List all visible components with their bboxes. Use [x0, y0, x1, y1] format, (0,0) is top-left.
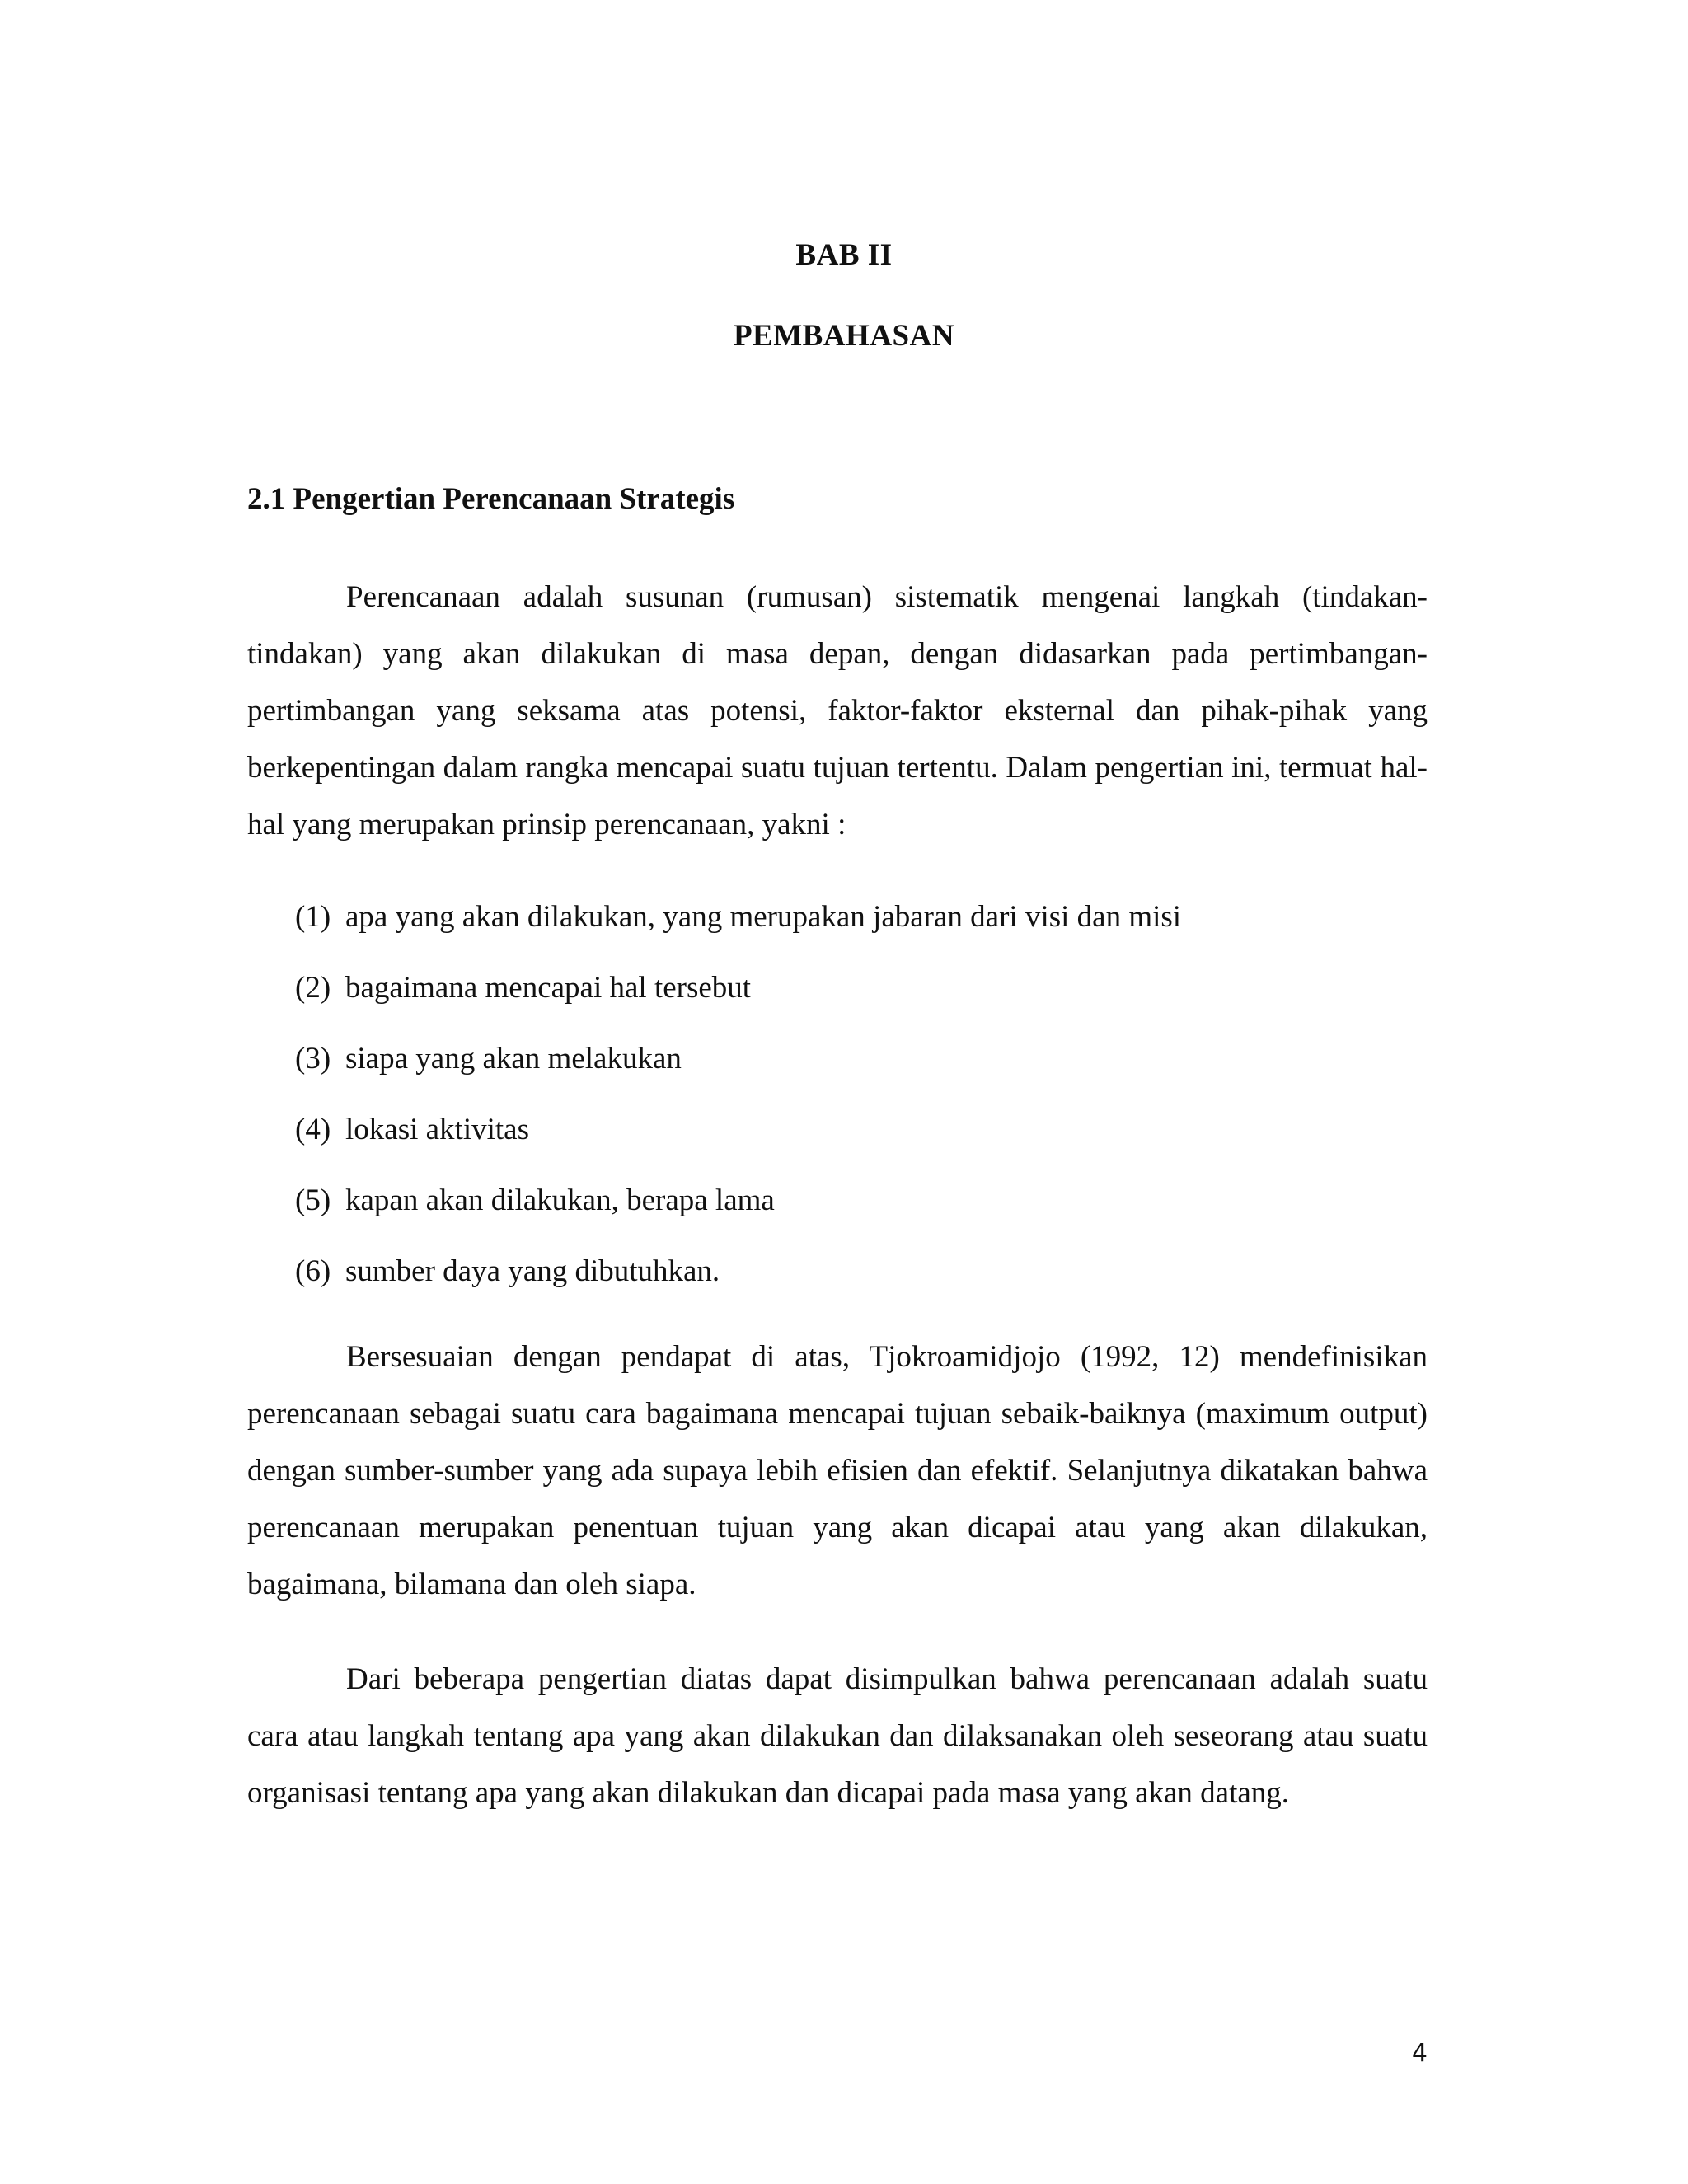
- list-item-text: apa yang akan dilakukan, yang merupakan jabaran dari visi dan misi: [345, 900, 1182, 934]
- list-item-number: (4): [295, 1113, 331, 1146]
- chapter-number: BAB II: [795, 238, 893, 272]
- paragraph-definition: Perencanaan adalah susunan (rumusan) sistematik mengenai langkah (tindakan-tindakan) yang akan dilakukan di masa depan, dengan didasarkan pada pertimbangan-pertimbangan yang seksama atas potensi, faktor-faktor eksternal dan pihak-pihak yang berkepentingan dalam rangka mencapai suatu tujuan tertentu. Dalam pengertian ini, termuat hal-hal yang merupakan prinsip perencanaan, yakni :: [247, 580, 1428, 841]
- chapter-title: PEMBAHASAN: [733, 319, 955, 353]
- list-item-number: (6): [295, 1254, 331, 1288]
- list-item-number: (3): [295, 1042, 331, 1076]
- list-item: [295, 1243, 1181, 1314]
- list-item: [295, 1101, 1181, 1172]
- list-item-number: (5): [295, 1183, 331, 1217]
- list-item-text: lokasi aktivitas: [345, 1113, 529, 1146]
- list-item-text: sumber daya yang dibutuhkan.: [345, 1254, 720, 1288]
- list-item-text: kapan akan dilakukan, berapa lama: [345, 1183, 775, 1217]
- list-item-text: siapa yang akan melakukan: [345, 1042, 682, 1076]
- principles-list: [295, 888, 1181, 1314]
- list-item-number: (1): [295, 900, 331, 934]
- list-item-text: bagaimana mencapai hal tersebut: [345, 971, 752, 1005]
- page-number: 4: [1411, 2039, 1428, 2068]
- list-item: [295, 888, 1181, 959]
- paragraph-conclusion: Dari beberapa pengertian diatas dapat disimpulkan bahwa perencanaan adalah suatu cara atau langkah tentang apa yang akan dilakukan dan dilaksanakan oleh seseorang atau suatu organisasi tentang apa yang akan dilakukan dan dicapai pada masa yang akan datang.: [247, 1662, 1428, 1810]
- paragraph-tjokroamidjojo: Bersesuaian dengan pendapat di atas, Tjokroamidjojo (1992, 12) mendefinisikan perencanaan sebagai suatu cara bagaimana mencapai tujuan sebaik-baiknya (maximum output) dengan sumber-sumber yang ada supaya lebih efisien dan efektif. Selanjutnya dikatakan bahwa perencanaan merupakan penentuan tujuan yang akan dicapai atau yang akan dilakukan, bagaimana, bilamana dan oleh siapa.: [247, 1340, 1428, 1601]
- list-item: [295, 959, 1181, 1030]
- section-heading: 2.1 Pengertian Perencanaan Strategis: [247, 482, 735, 516]
- list-item: [295, 1172, 1181, 1243]
- list-item: [295, 1030, 1181, 1101]
- list-item-number: (2): [295, 971, 331, 1005]
